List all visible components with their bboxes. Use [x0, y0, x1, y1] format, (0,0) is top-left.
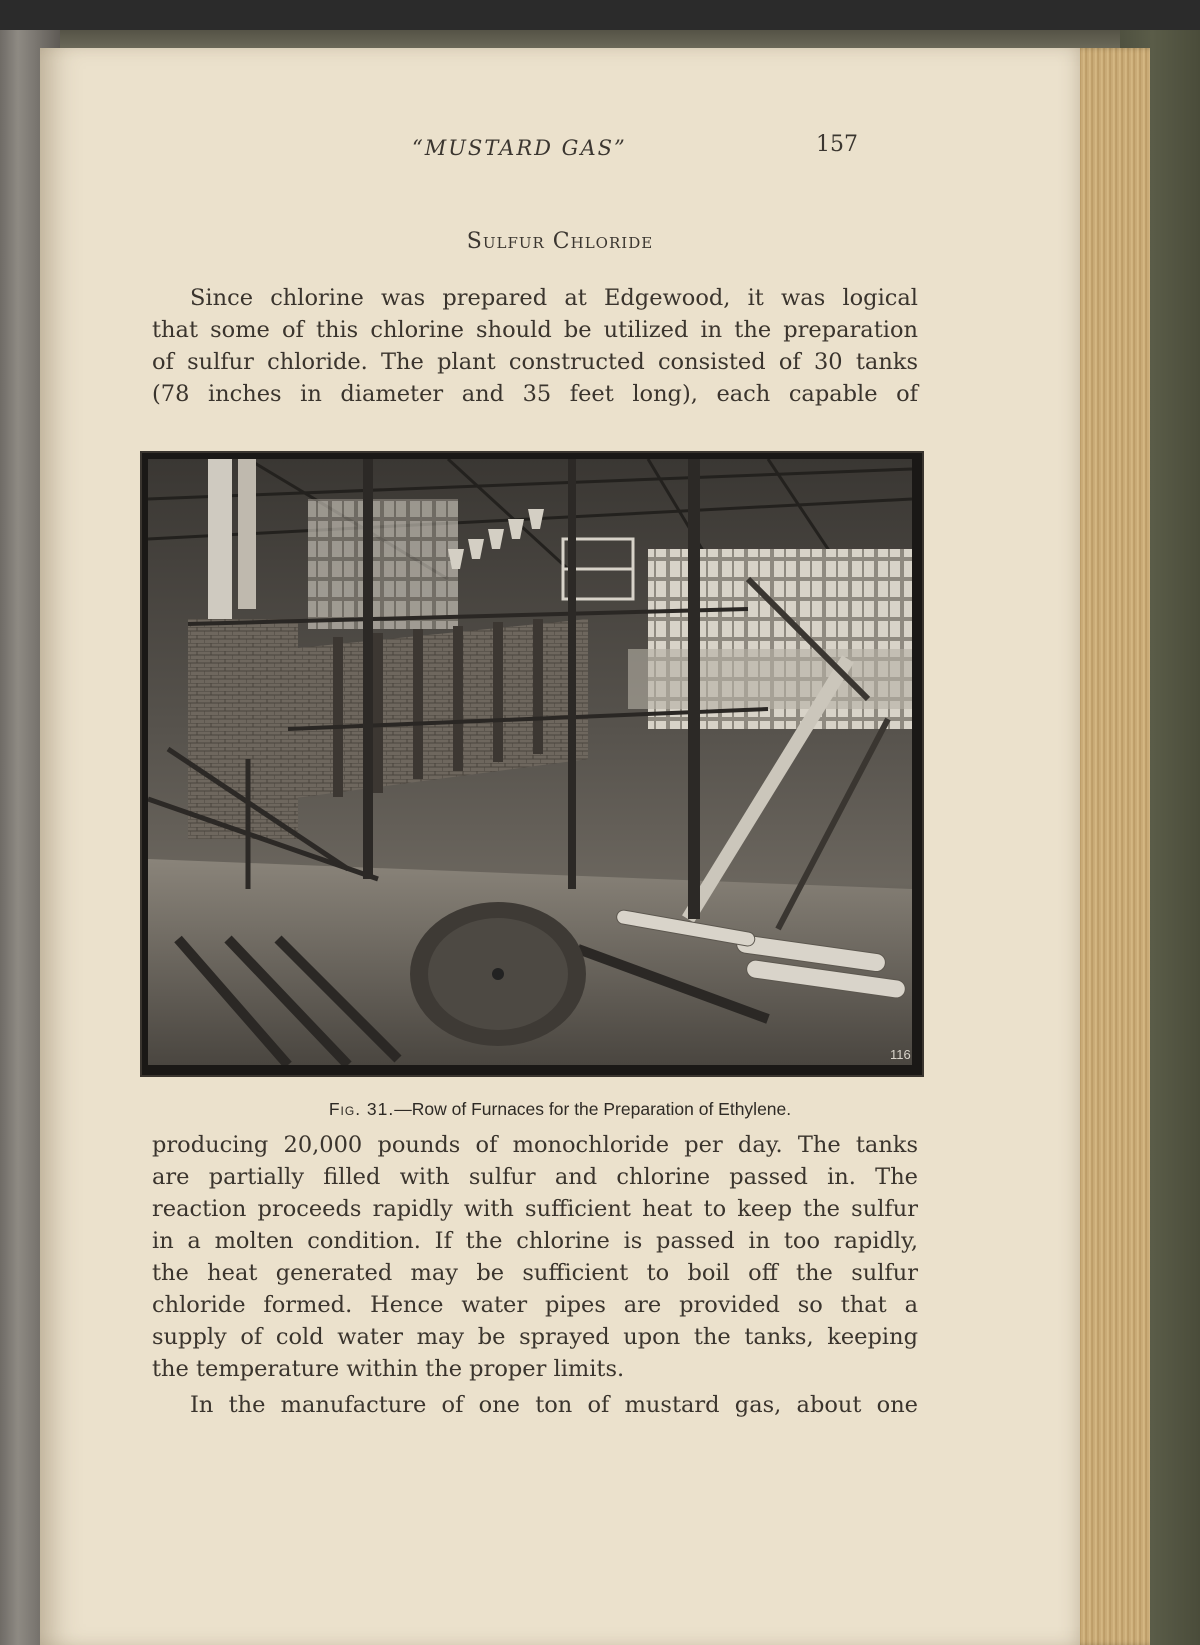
paragraph-2 [152, 1129, 918, 1385]
book-page [40, 48, 1080, 1645]
paragraph-line: reaction proceeds rapidly with sufficient heat to keep the sulfur [152, 1196, 918, 1222]
factory-photo [148, 459, 916, 1069]
paragraph-line: in a molten condition. If the chlorine is passed in too rapidly, [152, 1228, 918, 1254]
figure-corner-mark: 116 [890, 1047, 911, 1062]
paragraph-line: of sulfur chloride. The plant constructed consisted of 30 tanks [152, 349, 918, 375]
paragraph-line: producing 20,000 pounds of monochloride per day. The tanks [152, 1132, 918, 1158]
factory-interior-image [148, 459, 912, 1065]
paragraph-line: In the manufacture of one ton of mustard gas, about one [190, 1392, 918, 1418]
caption-label: Fig. 31. [328, 1099, 395, 1119]
section-heading: Sulfur Chloride [466, 229, 654, 254]
paragraph-1 [152, 282, 918, 410]
page-number: 157 [816, 132, 858, 157]
running-title: “MUSTARD GAS” [412, 136, 627, 160]
paragraph-line: the temperature within the proper limits. [152, 1356, 625, 1382]
paragraph-line: chloride formed. Hence water pipes are provided so that a [152, 1292, 918, 1318]
book-cover-top [0, 30, 1200, 50]
paragraph-3 [152, 1389, 918, 1421]
paragraph-line: Since chlorine was prepared at Edgewood, it was logical [190, 285, 918, 311]
paragraph-line: (78 inches in diameter and 35 feet long), each capable of [152, 381, 918, 407]
figure-caption [40, 1099, 1080, 1120]
caption-text: —Row of Furnaces for the Preparation of Ethylene. [394, 1099, 792, 1119]
paragraph-line: the heat generated may be sufficient to boil off the sulfur [152, 1260, 918, 1286]
paragraph-line: that some of this chlorine should be utilized in the preparation [152, 317, 918, 343]
running-head [40, 132, 1080, 176]
paragraph-line: are partially filled with sulfur and chlorine passed in. The [152, 1164, 918, 1190]
paragraph-line: supply of cold water may be sprayed upon the tanks, keeping [152, 1324, 918, 1350]
figure-photograph [140, 451, 924, 1077]
page-edges [1070, 48, 1150, 1645]
